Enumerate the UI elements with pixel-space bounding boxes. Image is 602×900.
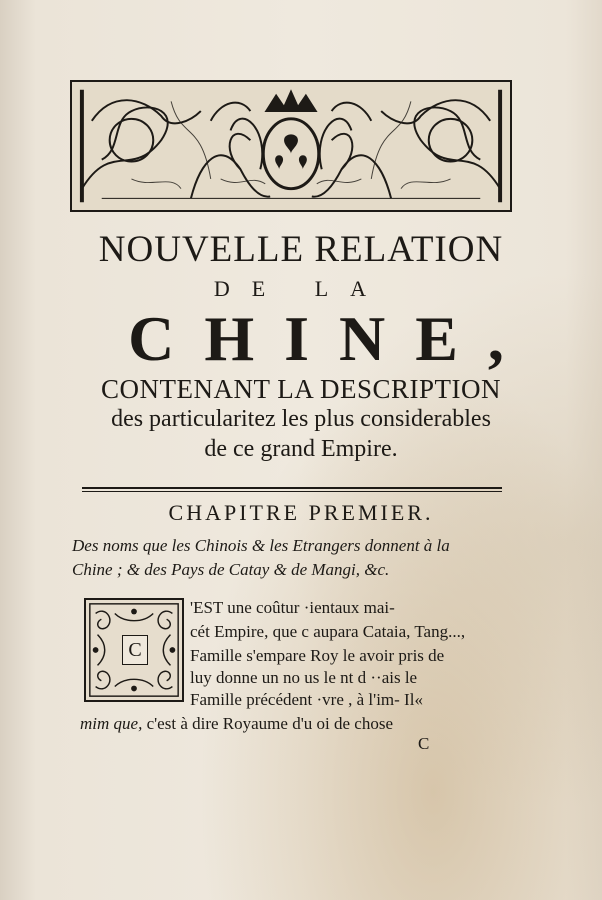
body-line-2: cét Empire, que c aupara Cataia, Tang..., xyxy=(190,622,466,641)
title-line-5: des particularitez les plus considerables xyxy=(111,406,491,432)
title-line-4: CONTENANT LA DESCRIPTION xyxy=(100,374,501,404)
body-line-4: luy donne un no us le nt d ··ais le xyxy=(190,668,418,687)
dropcap-ornament xyxy=(84,598,184,702)
body-line-6-italic: mim que, xyxy=(80,714,143,733)
title-line-6: de ce grand Empire. xyxy=(204,436,398,462)
chapter-subtitle-line-2: Chine ; & des Pays de Catay & de Mangi, &c. xyxy=(72,560,390,579)
headpiece-ornament xyxy=(70,80,512,212)
title-line-1: NOUVELLE RELATION xyxy=(98,229,504,270)
body-line-1: 'EST une coûtur ·ientaux mai- xyxy=(190,598,395,617)
dropcap-letter: C xyxy=(122,635,148,665)
body-line-5: Famille précédent ·vre , à l'im- Il« xyxy=(190,690,423,709)
headpiece-engraving-icon xyxy=(72,82,510,210)
body-line-6 xyxy=(80,714,393,734)
catchword: C xyxy=(418,734,430,753)
divider-rule-thin xyxy=(82,491,502,492)
divider-rule xyxy=(82,487,502,489)
title-line-2: DE LA xyxy=(213,276,389,301)
title-chine: CHINE, xyxy=(128,303,534,374)
body-line-6-rest: c'est à dire Royaume d'u oi de chose xyxy=(142,714,393,733)
body-line-3: Famille s'empare Roy le avoir pris de xyxy=(190,646,445,665)
chapter-heading: CHAPITRE PREMIER. xyxy=(168,500,434,525)
chapter-subtitle-line-1: Des noms que les Chinois & les Etrangers donnent à la xyxy=(72,536,450,555)
